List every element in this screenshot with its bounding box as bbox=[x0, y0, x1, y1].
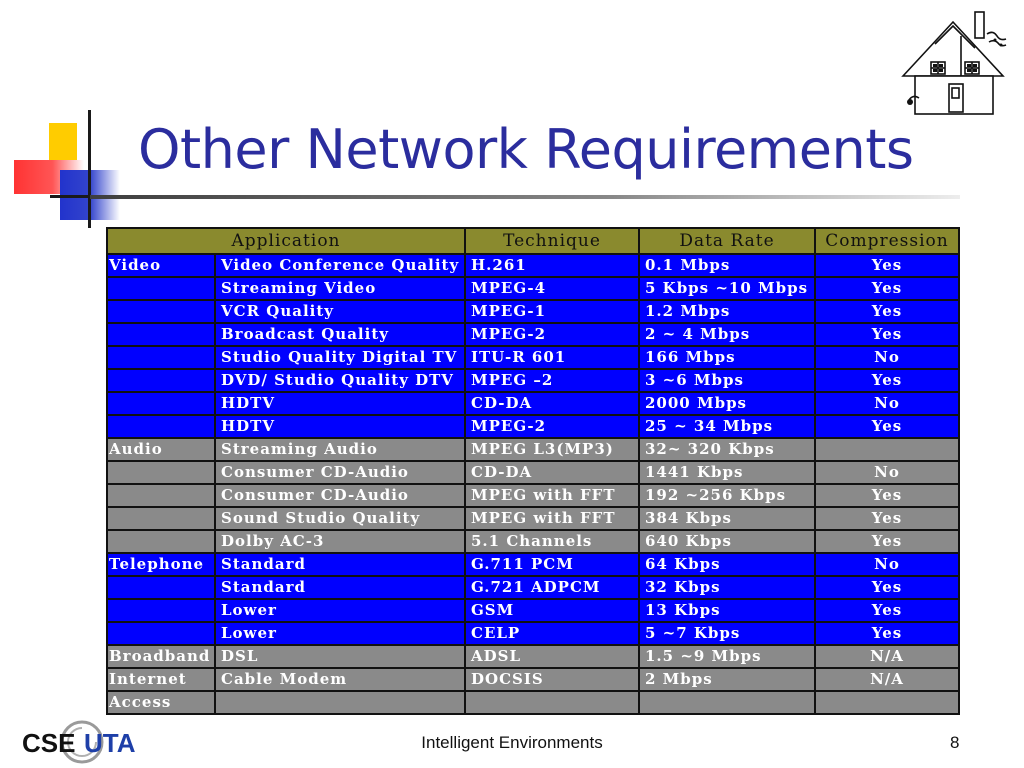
cell-technique: MPEG with FFT bbox=[465, 484, 639, 507]
table-row bbox=[107, 254, 959, 277]
cell-category bbox=[107, 346, 215, 369]
cell-category bbox=[107, 415, 215, 438]
cell-compression: Yes bbox=[815, 622, 959, 645]
cell-compression: N/A bbox=[815, 645, 959, 668]
cell-technique: CD-DA bbox=[465, 461, 639, 484]
cell-data-rate: 1.2 Mbps bbox=[639, 300, 815, 323]
table-row bbox=[107, 323, 959, 346]
cell-compression bbox=[815, 438, 959, 461]
footer-text: Intelligent Environments bbox=[421, 733, 603, 752]
cell-technique: G.721 ADPCM bbox=[465, 576, 639, 599]
cell-compression: No bbox=[815, 553, 959, 576]
cell-application: Studio Quality Digital TV bbox=[215, 346, 465, 369]
cell-data-rate: 166 Mbps bbox=[639, 346, 815, 369]
cell-compression: Yes bbox=[815, 530, 959, 553]
cell-data-rate: 640 Kbps bbox=[639, 530, 815, 553]
cell-category bbox=[107, 323, 215, 346]
cell-compression: No bbox=[815, 392, 959, 415]
header-compression: Compression bbox=[815, 228, 959, 254]
cell-compression: Yes bbox=[815, 277, 959, 300]
cell-technique: MPEG L3(MP3) bbox=[465, 438, 639, 461]
cell-category bbox=[107, 599, 215, 622]
cell-compression: Yes bbox=[815, 599, 959, 622]
table-row bbox=[107, 645, 959, 668]
table-row bbox=[107, 415, 959, 438]
table-header-row bbox=[107, 228, 959, 254]
cell-application: HDTV bbox=[215, 415, 465, 438]
cell-compression: Yes bbox=[815, 323, 959, 346]
header-application: Application bbox=[107, 228, 465, 254]
cell-data-rate: 25 ~ 34 Mbps bbox=[639, 415, 815, 438]
decor-yellow-square bbox=[49, 123, 77, 165]
header-data-rate: Data Rate bbox=[639, 228, 815, 254]
cell-category bbox=[107, 461, 215, 484]
cell-category bbox=[107, 300, 215, 323]
cell-category: Video bbox=[107, 254, 215, 277]
cell-data-rate: 5 ~7 Kbps bbox=[639, 622, 815, 645]
cell-technique bbox=[465, 691, 639, 714]
cell-technique: CELP bbox=[465, 622, 639, 645]
table-row bbox=[107, 300, 959, 323]
logo-uta-text: UTA bbox=[84, 728, 136, 758]
cell-application: Streaming Video bbox=[215, 277, 465, 300]
table-body bbox=[107, 254, 959, 714]
cell-category bbox=[107, 622, 215, 645]
cell-technique: G.711 PCM bbox=[465, 553, 639, 576]
table-row bbox=[107, 484, 959, 507]
cell-technique: MPEG-4 bbox=[465, 277, 639, 300]
decor-vertical-line bbox=[88, 110, 91, 228]
cell-compression: Yes bbox=[815, 369, 959, 392]
title-rule bbox=[90, 195, 960, 199]
cell-technique: ITU-R 601 bbox=[465, 346, 639, 369]
page-number: 8 bbox=[950, 733, 960, 752]
cell-data-rate: 13 Kbps bbox=[639, 599, 815, 622]
cell-application: Video Conference Quality bbox=[215, 254, 465, 277]
slide-title: Other Network Requirements bbox=[138, 118, 914, 181]
cell-application: DSL bbox=[215, 645, 465, 668]
logo-cse-text: CSE bbox=[22, 728, 76, 758]
cell-compression: N/A bbox=[815, 668, 959, 691]
cell-compression: No bbox=[815, 461, 959, 484]
cell-compression: Yes bbox=[815, 254, 959, 277]
table-row bbox=[107, 461, 959, 484]
cell-technique: MPEG-2 bbox=[465, 323, 639, 346]
cell-data-rate bbox=[639, 691, 815, 714]
cell-category bbox=[107, 369, 215, 392]
cell-category bbox=[107, 392, 215, 415]
network-requirements-table bbox=[106, 227, 960, 715]
cell-technique: CD-DA bbox=[465, 392, 639, 415]
table-row bbox=[107, 392, 959, 415]
table-row bbox=[107, 668, 959, 691]
cell-application: Standard bbox=[215, 576, 465, 599]
table-row bbox=[107, 622, 959, 645]
cell-category bbox=[107, 576, 215, 599]
cell-compression bbox=[815, 691, 959, 714]
cell-technique: MPEG with FFT bbox=[465, 507, 639, 530]
cell-technique: GSM bbox=[465, 599, 639, 622]
decor-horizontal-line bbox=[50, 195, 94, 198]
cell-compression: Yes bbox=[815, 484, 959, 507]
cell-category bbox=[107, 277, 215, 300]
header-technique: Technique bbox=[465, 228, 639, 254]
cell-application: VCR Quality bbox=[215, 300, 465, 323]
cell-application: Lower bbox=[215, 622, 465, 645]
cell-data-rate: 0.1 Mbps bbox=[639, 254, 815, 277]
cell-application: Lower bbox=[215, 599, 465, 622]
cell-data-rate: 384 Kbps bbox=[639, 507, 815, 530]
cell-technique: ADSL bbox=[465, 645, 639, 668]
cell-data-rate: 192 ~256 Kbps bbox=[639, 484, 815, 507]
cell-application: Streaming Audio bbox=[215, 438, 465, 461]
cell-category: Internet bbox=[107, 668, 215, 691]
cell-application: HDTV bbox=[215, 392, 465, 415]
cell-category: Access bbox=[107, 691, 215, 714]
table-row bbox=[107, 553, 959, 576]
cell-technique: H.261 bbox=[465, 254, 639, 277]
cell-technique: MPEG-2 bbox=[465, 415, 639, 438]
cell-compression: Yes bbox=[815, 507, 959, 530]
cell-application: Dolby AC-3 bbox=[215, 530, 465, 553]
cell-compression: Yes bbox=[815, 415, 959, 438]
cell-compression: Yes bbox=[815, 300, 959, 323]
cell-category: Telephone bbox=[107, 553, 215, 576]
cell-application: DVD/ Studio Quality DTV bbox=[215, 369, 465, 392]
table-row bbox=[107, 691, 959, 714]
cell-data-rate: 32 Kbps bbox=[639, 576, 815, 599]
table-row bbox=[107, 438, 959, 461]
table-row bbox=[107, 507, 959, 530]
cell-data-rate: 2 Mbps bbox=[639, 668, 815, 691]
cell-technique: MPEG –2 bbox=[465, 369, 639, 392]
cell-data-rate: 64 Kbps bbox=[639, 553, 815, 576]
cell-application bbox=[215, 691, 465, 714]
table-row bbox=[107, 346, 959, 369]
cell-category bbox=[107, 484, 215, 507]
cell-data-rate: 2000 Mbps bbox=[639, 392, 815, 415]
cell-application: Broadcast Quality bbox=[215, 323, 465, 346]
cell-data-rate: 3 ~6 Mbps bbox=[639, 369, 815, 392]
cell-compression: No bbox=[815, 346, 959, 369]
cell-technique: MPEG-1 bbox=[465, 300, 639, 323]
cell-category bbox=[107, 507, 215, 530]
cell-data-rate: 1.5 ~9 Mbps bbox=[639, 645, 815, 668]
cell-application: Standard bbox=[215, 553, 465, 576]
cell-data-rate: 5 Kbps ~10 Mbps bbox=[639, 277, 815, 300]
table-row bbox=[107, 530, 959, 553]
table-row bbox=[107, 277, 959, 300]
house-icon bbox=[895, 4, 1015, 119]
cell-technique: DOCSIS bbox=[465, 668, 639, 691]
cell-data-rate: 32~ 320 Kbps bbox=[639, 438, 815, 461]
cell-category: Broadband bbox=[107, 645, 215, 668]
table-row bbox=[107, 369, 959, 392]
cell-application: Sound Studio Quality bbox=[215, 507, 465, 530]
table-row bbox=[107, 599, 959, 622]
cell-compression: Yes bbox=[815, 576, 959, 599]
cell-data-rate: 1441 Kbps bbox=[639, 461, 815, 484]
cell-application: Consumer CD-Audio bbox=[215, 461, 465, 484]
cell-data-rate: 2 ~ 4 Mbps bbox=[639, 323, 815, 346]
cell-category: Audio bbox=[107, 438, 215, 461]
table-row bbox=[107, 576, 959, 599]
cell-application: Cable Modem bbox=[215, 668, 465, 691]
cell-application: Consumer CD-Audio bbox=[215, 484, 465, 507]
cell-technique: 5.1 Channels bbox=[465, 530, 639, 553]
cell-category bbox=[107, 530, 215, 553]
